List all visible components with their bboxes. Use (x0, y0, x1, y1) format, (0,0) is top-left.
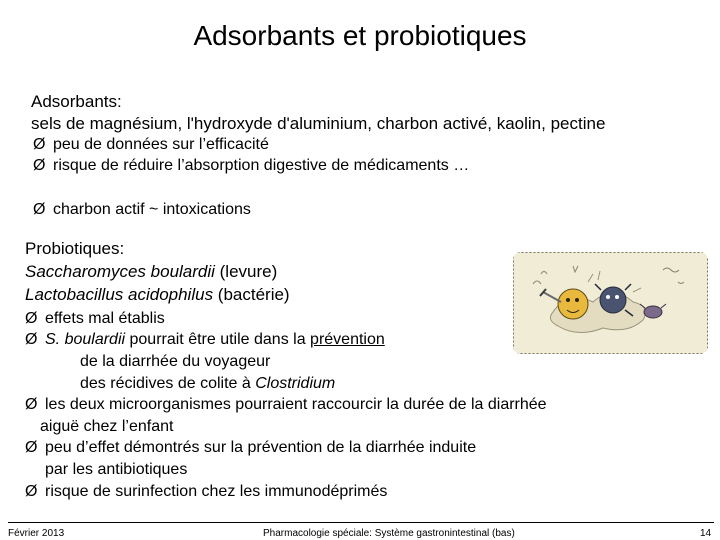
organism-abbrev: S. boulardii (45, 331, 126, 348)
arrow-bullet-icon: Ø (25, 310, 38, 327)
arrow-bullet-icon: Ø (25, 439, 38, 456)
bullet-text: les deux microorganismes pourraient raccourcir la durée de la diarrhée (45, 396, 547, 413)
bullet-text: pourrait être utile dans la (125, 331, 311, 348)
sub-text: des récidives de colite à (80, 375, 256, 392)
probiotiques-heading: Probiotiques: (25, 239, 125, 258)
underlined-word: prévention (310, 331, 385, 348)
arrow-bullet-icon: Ø (33, 136, 46, 153)
bullet-text: peu d’effet démontrés sur la prévention de la diarrhée induite (45, 439, 477, 456)
bullet-text: peu de données sur l’efficacité (53, 136, 269, 153)
footer-course: Pharmacologie spéciale: Système gastronintestinal (bas) (263, 528, 515, 539)
footer-page-number: 14 (700, 528, 712, 539)
bullet-raccourcir (25, 395, 547, 415)
organism-saccharomyces (25, 261, 277, 283)
organism-name: Lactobacillus acidophilus (25, 285, 214, 304)
microbe-battle-icon (513, 252, 708, 354)
bullet-boulardii (25, 330, 385, 350)
footer-divider (8, 522, 714, 523)
bullet-absorption (33, 156, 469, 176)
bullet-antibiotiques (25, 438, 476, 458)
sub-bullet-colite (80, 374, 335, 394)
arrow-bullet-icon: Ø (25, 396, 38, 413)
slide-title: Adsorbants et probiotiques (193, 20, 527, 51)
adsorbants-examples: sels de magnésium, l'hydroxyde d'aluminium, charbon activé, kaolin, pectine (31, 114, 606, 133)
organism-name: Saccharomyces boulardii (25, 262, 215, 281)
probiotic-cartoon-image (513, 252, 708, 354)
arrow-bullet-icon: Ø (33, 157, 46, 174)
bullet-charbon (33, 200, 251, 220)
adsorbants-heading: Adsorbants: (31, 92, 122, 111)
bullet-text: effets mal établis (45, 310, 165, 327)
organism-type: (levure) (214, 262, 278, 281)
organism-name: Clostridium (255, 375, 336, 392)
organism-type: (bactérie) (213, 285, 290, 304)
organism-lactobacillus (25, 284, 290, 306)
arrow-bullet-icon: Ø (25, 331, 38, 348)
arrow-bullet-icon: Ø (25, 483, 38, 500)
bullet-antibiotiques-cont: par les antibiotiques (45, 461, 188, 478)
bullet-efficacite (33, 135, 269, 155)
bullet-surinfection (25, 482, 387, 502)
bullet-text: risque de surinfection chez les immunodéprimés (45, 483, 388, 500)
sub-bullet-voyageur: de la diarrhée du voyageur (80, 353, 271, 370)
bullet-raccourcir-cont: aiguë chez l’enfant (40, 418, 174, 435)
bullet-text: risque de réduire l’absorption digestive de médicaments … (53, 157, 470, 174)
bullet-text: charbon actif ~ intoxications (53, 201, 251, 218)
footer-date: Février 2013 (8, 528, 65, 539)
arrow-bullet-icon: Ø (33, 201, 46, 218)
bullet-effets (25, 309, 165, 329)
